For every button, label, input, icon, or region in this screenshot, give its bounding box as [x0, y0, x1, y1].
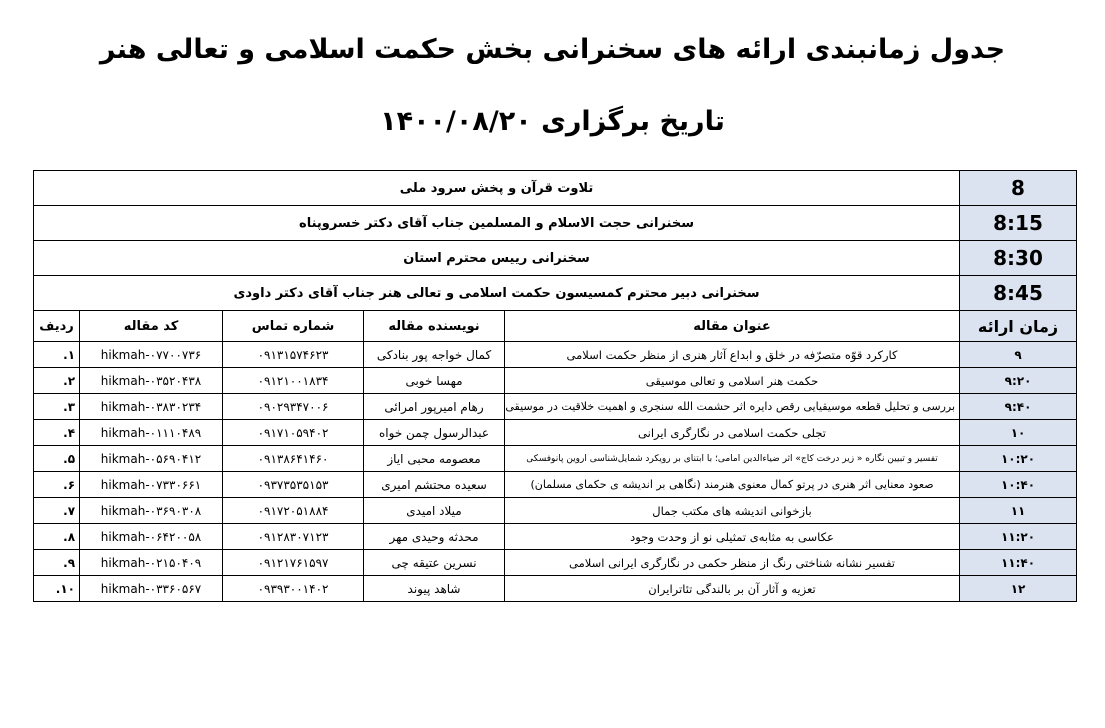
row-number: ۴. [34, 420, 80, 446]
table-row [34, 472, 1077, 498]
contact-phone: ۰۹۱۲۸۳۰۷۱۲۳ [223, 524, 364, 550]
paper-code: hikmah-۰۳۸۳۰۲۳۴ [80, 394, 223, 420]
presentation-time: ۱۰:۴۰ [960, 472, 1077, 498]
contact-phone: ۰۹۱۷۱۰۵۹۴۰۲ [223, 420, 364, 446]
table-row [34, 394, 1077, 420]
table-row [34, 498, 1077, 524]
paper-code: hikmah-۰۲۱۵۰۴۰۹ [80, 550, 223, 576]
table-row [34, 550, 1077, 576]
program-event: سخنرانی رییس محترم استان [34, 241, 960, 276]
table-row [34, 420, 1077, 446]
paper-code: hikmah-۰۳۳۶۰۵۶۷ [80, 576, 223, 602]
row-number: ۱۰. [34, 576, 80, 602]
header-title: عنوان مقاله [505, 311, 960, 342]
header-author: نویسنده مقاله [364, 311, 505, 342]
row-number: ۲. [34, 368, 80, 394]
presentation-time: ۱۰ [960, 420, 1077, 446]
paper-title: صعود معنایی اثر هنری در پرتو کمال معنوی هنرمند (نگاهی بر اندیشه ی حکمای مسلمان) [505, 472, 960, 498]
presentation-time: ۱۱ [960, 498, 1077, 524]
header-code: کد مقاله [80, 311, 223, 342]
paper-author: نسرین عتیقه چی [364, 550, 505, 576]
row-number: ۱. [34, 342, 80, 368]
paper-author: معصومه محبی ایاز [364, 446, 505, 472]
table-row [34, 576, 1077, 602]
contact-phone: ۰۹۱۳۱۵۷۴۶۲۳ [223, 342, 364, 368]
paper-code: hikmah-۰۳۵۲۰۴۳۸ [80, 368, 223, 394]
contact-phone: ۰۹۱۲۱۰۰۱۸۳۴ [223, 368, 364, 394]
paper-author: رهام امیرپور امرائی [364, 394, 505, 420]
paper-code: hikmah-۰۷۷۰۰۷۳۶ [80, 342, 223, 368]
program-time: 8:45 [960, 276, 1077, 311]
presentation-time: ۱۱:۲۰ [960, 524, 1077, 550]
presentation-time: ۹ [960, 342, 1077, 368]
paper-title: کارکرد قوّه متصرّفه در خلق و ابداع آثار هنری از منظر حکمت اسلامی [505, 342, 960, 368]
table-row [34, 368, 1077, 394]
paper-author: محدثه وحیدی مهر [364, 524, 505, 550]
row-number: ۵. [34, 446, 80, 472]
contact-phone: ۰۹۳۹۳۰۰۱۴۰۲ [223, 576, 364, 602]
presentation-time: ۱۱:۴۰ [960, 550, 1077, 576]
paper-title: تعزیه و آثار آن بر بالندگی تئاترایران [505, 576, 960, 602]
program-time: 8 [960, 171, 1077, 206]
program-row [34, 241, 1077, 276]
paper-author: سعیده محتشم امیری [364, 472, 505, 498]
paper-code: hikmah-۰۱۱۱۰۴۸۹ [80, 420, 223, 446]
row-number: ۳. [34, 394, 80, 420]
contact-phone: ۰۹۱۲۱۷۶۱۵۹۷ [223, 550, 364, 576]
program-event: سخنرانی دبیر محترم کمسیسون حکمت اسلامی و تعالی هنر جناب آقای دکتر داودی [34, 276, 960, 311]
row-number: ۶. [34, 472, 80, 498]
program-row [34, 206, 1077, 241]
paper-code: hikmah-۰۵۶۹۰۴۱۲ [80, 446, 223, 472]
header-phone: شماره تماس [223, 311, 364, 342]
program-row [34, 276, 1077, 311]
paper-author: عبدالرسول چمن خواه [364, 420, 505, 446]
header-row-number: ردیف [34, 311, 80, 342]
schedule-table [33, 170, 1077, 602]
presentation-time: ۹:۴۰ [960, 394, 1077, 420]
paper-author: کمال خواجه پور بنادکی [364, 342, 505, 368]
program-event: سخنرانی حجت الاسلام و المسلمین جناب آقای دکتر خسروپناه [34, 206, 960, 241]
program-row [34, 171, 1077, 206]
paper-author: مهسا خوبی [364, 368, 505, 394]
paper-author: میلاد امیدی [364, 498, 505, 524]
row-number: ۷. [34, 498, 80, 524]
page-title: جدول زمانبندی ارائه های سخنرانی بخش حکمت اسلامی و تعالی هنر [99, 34, 1006, 65]
paper-title: عکاسی به مثابه‌ی تمثیلی نو از وحدت وجود [505, 524, 960, 550]
table-header-row [34, 311, 1077, 342]
paper-title: بازخوانی اندیشه های مکتب جمال [505, 498, 960, 524]
program-time: 8:15 [960, 206, 1077, 241]
contact-phone: ۰۹۱۳۸۶۴۱۴۶۰ [223, 446, 364, 472]
paper-code: hikmah-۰۶۴۲۰۰۵۸ [80, 524, 223, 550]
program-event: تلاوت قرآن و پخش سرود ملی [34, 171, 960, 206]
paper-title: تجلی حکمت اسلامی در نگارگری ایرانی [505, 420, 960, 446]
presentation-time: ۱۰:۲۰ [960, 446, 1077, 472]
date-title: تاریخ برگزاری ۱۴۰۰/۰۸/۲۰ [380, 106, 725, 137]
paper-code: hikmah-۰۳۶۹۰۳۰۸ [80, 498, 223, 524]
contact-phone: ۰۹۰۲۹۳۴۷۰۰۶ [223, 394, 364, 420]
contact-phone: ۰۹۱۷۲۰۵۱۸۸۴ [223, 498, 364, 524]
paper-author: شاهد پیوند [364, 576, 505, 602]
row-number: ۸. [34, 524, 80, 550]
paper-title: تفسیر نشانه شناختی رنگ از منظر حکمی در نگارگری ایرانی اسلامی [505, 550, 960, 576]
contact-phone: ۰۹۳۷۳۵۳۵۱۵۳ [223, 472, 364, 498]
program-time: 8:30 [960, 241, 1077, 276]
paper-title: تفسیر و تبیین نگاره « زیر درخت کاج» اثر ضیاءالدین امامی؛ با ابتنای بر رویکرد شمایل‌شناسی اروین پانوفسکی [505, 446, 960, 472]
row-number: ۹. [34, 550, 80, 576]
table-row [34, 524, 1077, 550]
presentation-time: ۹:۲۰ [960, 368, 1077, 394]
table-row [34, 342, 1077, 368]
presentation-time: ۱۲ [960, 576, 1077, 602]
paper-title: بررسی و تحلیل قطعه موسیقیایی رقص دایره اثر حشمت الله سنجری و اهمیت خلاقیت در موسیقی [505, 394, 960, 420]
header-time: زمان ارائه [960, 311, 1077, 342]
table-row [34, 446, 1077, 472]
paper-code: hikmah-۰۷۳۳۰۶۶۱ [80, 472, 223, 498]
paper-title: حکمت هنر اسلامی و تعالی موسیقی [505, 368, 960, 394]
